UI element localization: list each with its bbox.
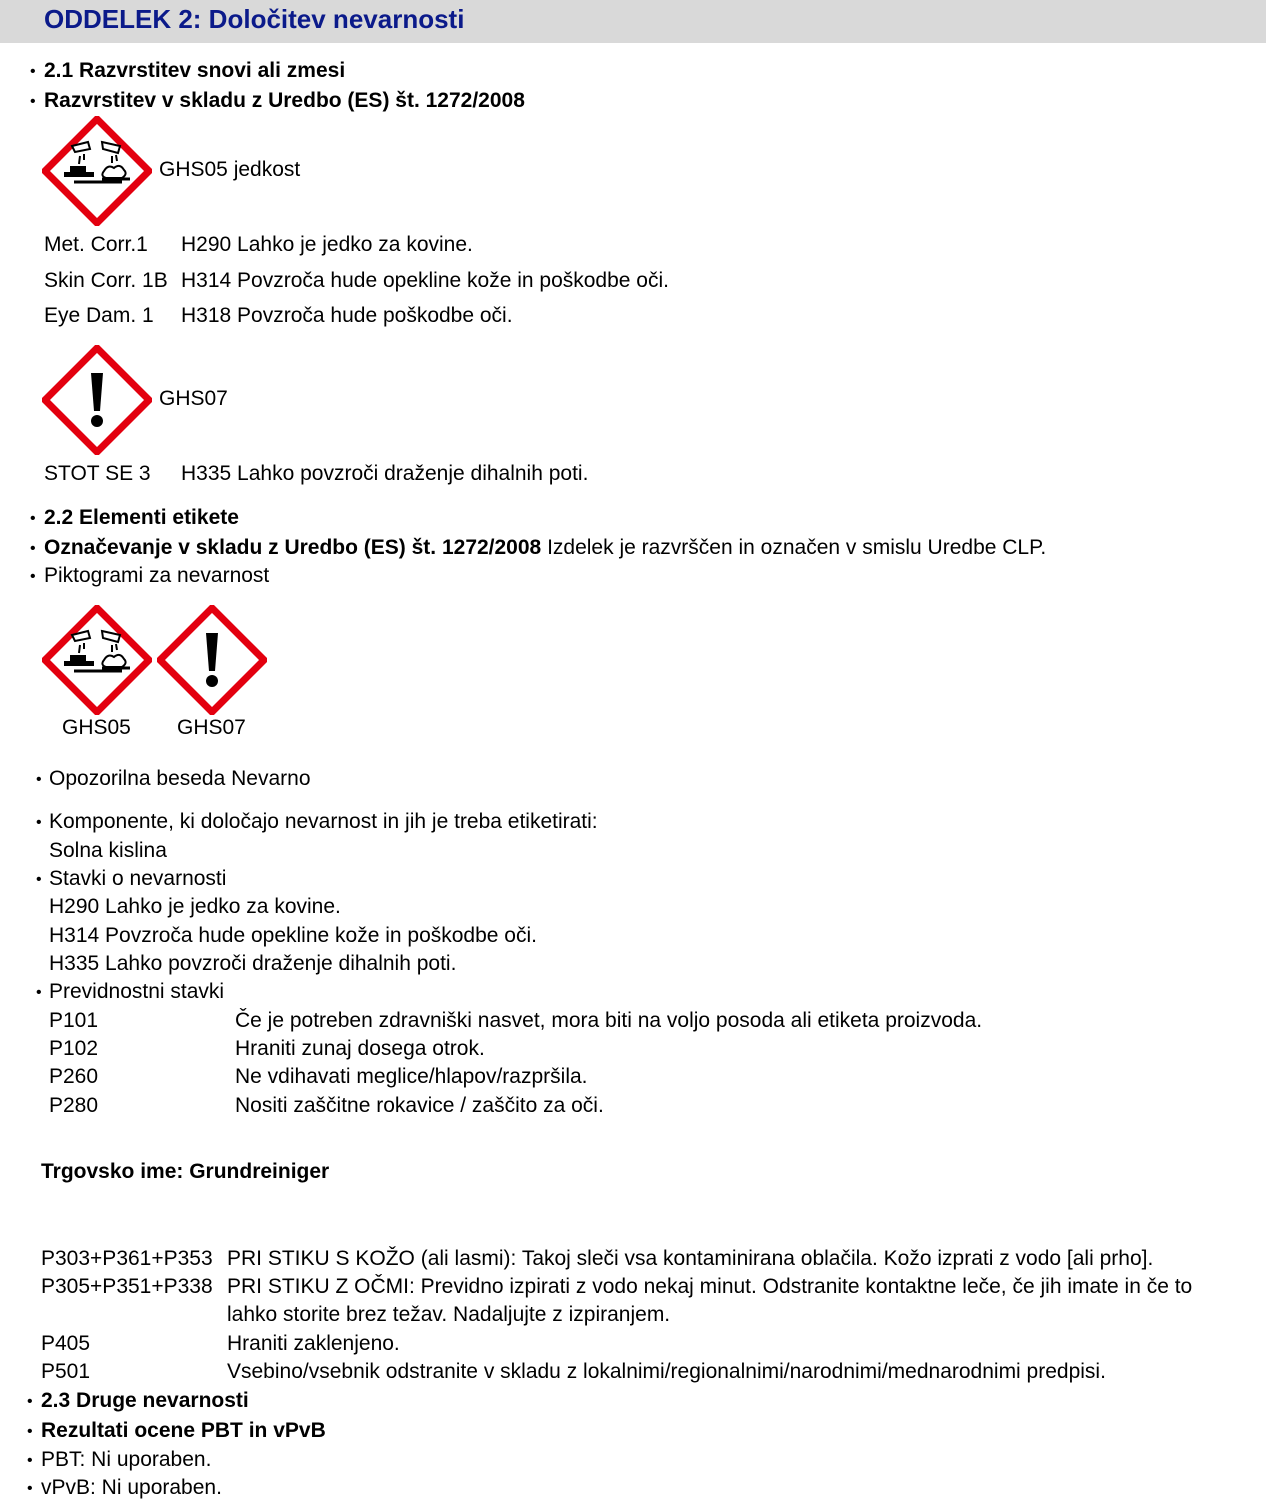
- labelling-regulation: Označevanje v skladu z Uredbo (ES) št. 1272/2008: [44, 536, 542, 559]
- precaution-code: P305+P351+P338: [41, 1275, 213, 1298]
- class-category: Met. Corr.1: [44, 233, 148, 256]
- labelling-statement: [44, 537, 1046, 558]
- component-item: Solna kislina: [49, 839, 167, 862]
- ghs05-label: GHS05 jedkost: [159, 158, 301, 181]
- bullet-icon: •: [30, 93, 36, 110]
- pbt-heading: Rezultati ocene PBT in vPvB: [41, 1419, 326, 1442]
- precaution-text: Če je potreben zdravniški nasvet, mora biti na voljo posoda ali etiketa proizvoda.: [235, 1009, 983, 1032]
- components-label: Komponente, ki določajo nevarnost in jih je treba etiketirati:: [49, 810, 598, 833]
- section-title: ODDELEK 2: Določitev nevarnosti: [44, 4, 465, 34]
- ghs07-exclamation-icon: [42, 345, 152, 455]
- precaution-code: P405: [41, 1332, 91, 1355]
- bullet-icon: •: [36, 984, 42, 1001]
- vpvb-result: vPvB: Ni uporaben.: [41, 1476, 222, 1499]
- class-statement: H335 Lahko povzroči draženje dihalnih poti.: [181, 462, 589, 485]
- precaution-code: P501: [41, 1360, 91, 1383]
- hazard-statements-label: Stavki o nevarnosti: [49, 867, 227, 890]
- pictogram-caption: GHS07: [177, 716, 246, 739]
- classification-regulation: Razvrstitev v skladu z Uredbo (ES) št. 1272/2008: [44, 89, 525, 112]
- ghs07-label: GHS07: [159, 387, 228, 410]
- bullet-icon: •: [30, 540, 36, 557]
- bullet-icon: •: [27, 1452, 33, 1469]
- bullet-icon: •: [36, 814, 42, 831]
- bullet-icon: •: [30, 63, 36, 80]
- bullet-icon: •: [36, 771, 42, 788]
- pictogram-caption: GHS05: [62, 716, 131, 739]
- signal-word: Opozorilna beseda Nevarno: [49, 767, 311, 790]
- class-statement: H290 Lahko je jedko za kovine.: [181, 233, 473, 256]
- hazard-statement: H335 Lahko povzroči draženje dihalnih poti.: [49, 952, 457, 975]
- bullet-icon: •: [27, 1480, 33, 1497]
- pbt-result: PBT: Ni uporaben.: [41, 1448, 212, 1471]
- class-category: Eye Dam. 1: [44, 304, 154, 327]
- precaution-text: Hraniti zaklenjeno.: [227, 1332, 400, 1355]
- precaution-text: Nositi zaščitne rokavice / zaščito za oči.: [235, 1094, 604, 1117]
- section-header: [0, 0, 1266, 43]
- labelling-text: Izdelek je razvrščen in označen v smislu Uredbe CLP.: [541, 536, 1047, 559]
- ghs07-exclamation-icon: [157, 605, 267, 715]
- precaution-text: PRI STIKU Z OČMI: Previdno izpirati z vodo nekaj minut. Odstranite kontaktne leče, če jih imate in če to: [227, 1275, 1193, 1298]
- precaution-label: Previdnostni stavki: [49, 980, 225, 1003]
- precaution-code: P280: [49, 1094, 99, 1117]
- hazard-statement: H314 Povzroča hude opekline kože in poškodbe oči.: [49, 924, 537, 947]
- precaution-text: PRI STIKU S KOŽO (ali lasmi): Takoj sleči vsa kontaminirana oblačila. Kožo izprati z vodo [ali prho].: [227, 1247, 1154, 1270]
- bullet-icon: •: [27, 1393, 33, 1410]
- subsection-heading-2-2: 2.2 Elementi etikete: [44, 506, 239, 529]
- pictograms-label: Piktogrami za nevarnost: [44, 564, 270, 587]
- precaution-text-continued: lahko storite brez težav. Nadaljujte z izpiranjem.: [227, 1303, 671, 1326]
- ghs05-corrosion-icon: [42, 605, 152, 715]
- precaution-code: P101: [49, 1009, 99, 1032]
- ghs05-corrosion-icon: [42, 116, 152, 226]
- precaution-code: P102: [49, 1037, 99, 1060]
- bullet-icon: •: [27, 1423, 33, 1440]
- class-statement: H318 Povzroča hude poškodbe oči.: [181, 304, 513, 327]
- hazard-statement: H290 Lahko je jedko za kovine.: [49, 895, 341, 918]
- precaution-code: P303+P361+P353: [41, 1247, 213, 1270]
- precaution-code: P260: [49, 1065, 99, 1088]
- precaution-text: Vsebino/vsebnik odstranite v skladu z lokalnimi/regionalnimi/narodnimi/mednarodnimi predpisi.: [227, 1360, 1106, 1383]
- subsection-heading-2-1: 2.1 Razvrstitev snovi ali zmesi: [44, 59, 346, 82]
- bullet-icon: •: [30, 568, 36, 585]
- bullet-icon: •: [36, 871, 42, 888]
- bullet-icon: •: [30, 510, 36, 527]
- class-statement: H314 Povzroča hude opekline kože in poškodbe oči.: [181, 269, 669, 292]
- precaution-text: Ne vdihavati meglice/hlapov/razpršila.: [235, 1065, 588, 1088]
- class-category: Skin Corr. 1B: [44, 269, 168, 292]
- subsection-heading-2-3: 2.3 Druge nevarnosti: [41, 1389, 249, 1412]
- class-category: STOT SE 3: [44, 462, 151, 485]
- trade-name: Trgovsko ime: Grundreiniger: [41, 1160, 330, 1183]
- precaution-text: Hraniti zunaj dosega otrok.: [235, 1037, 485, 1060]
